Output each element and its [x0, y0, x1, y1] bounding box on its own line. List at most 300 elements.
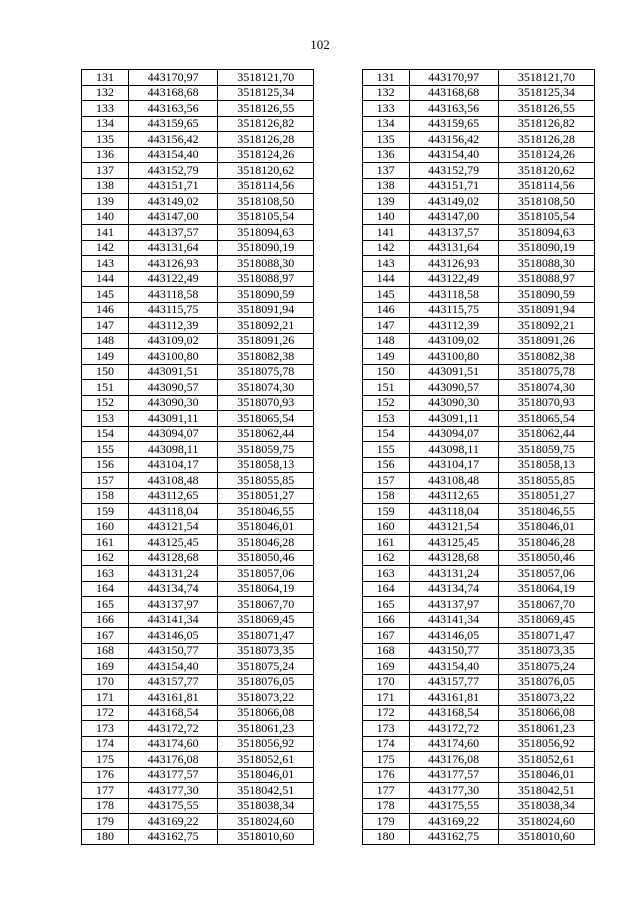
left-x-coordinate: 443090,30 — [129, 395, 218, 411]
right-y-coordinate: 3518057,06 — [498, 566, 594, 582]
column-gap — [314, 70, 362, 86]
left-point-number: 158 — [82, 488, 129, 504]
left-x-coordinate: 443151,71 — [129, 178, 218, 194]
right-x-coordinate: 443118,04 — [409, 504, 498, 520]
left-point-number: 159 — [82, 504, 129, 520]
left-point-number: 177 — [82, 783, 129, 799]
right-y-coordinate: 3518094,63 — [498, 225, 594, 241]
right-y-coordinate: 3518056,92 — [498, 736, 594, 752]
left-y-coordinate: 3518075,24 — [218, 659, 314, 675]
right-point-number: 172 — [362, 705, 409, 721]
right-point-number: 177 — [362, 783, 409, 799]
right-x-coordinate: 443157,77 — [409, 674, 498, 690]
right-point-number: 161 — [362, 535, 409, 551]
left-y-coordinate: 3518108,50 — [218, 194, 314, 210]
column-gap — [314, 519, 362, 535]
column-gap — [314, 814, 362, 830]
right-point-number: 163 — [362, 566, 409, 582]
right-x-coordinate: 443126,93 — [409, 256, 498, 272]
right-y-coordinate: 3518126,55 — [498, 101, 594, 117]
table-row — [82, 550, 595, 566]
column-gap — [314, 442, 362, 458]
left-x-coordinate: 443134,74 — [129, 581, 218, 597]
left-x-coordinate: 443131,64 — [129, 240, 218, 256]
right-y-coordinate: 3518055,85 — [498, 473, 594, 489]
right-y-coordinate: 3518065,54 — [498, 411, 594, 427]
left-x-coordinate: 443161,81 — [129, 690, 218, 706]
table-row — [82, 442, 595, 458]
table-row — [82, 132, 595, 148]
right-point-number: 159 — [362, 504, 409, 520]
left-x-coordinate: 443112,39 — [129, 318, 218, 334]
left-x-coordinate: 443177,30 — [129, 783, 218, 799]
left-x-coordinate: 443112,65 — [129, 488, 218, 504]
left-point-number: 137 — [82, 163, 129, 179]
left-point-number: 168 — [82, 643, 129, 659]
left-x-coordinate: 443121,54 — [129, 519, 218, 535]
right-y-coordinate: 3518124,26 — [498, 147, 594, 163]
right-x-coordinate: 443098,11 — [409, 442, 498, 458]
left-point-number: 157 — [82, 473, 129, 489]
right-x-coordinate: 443104,17 — [409, 457, 498, 473]
column-gap — [314, 271, 362, 287]
left-y-coordinate: 3518126,55 — [218, 101, 314, 117]
left-y-coordinate: 3518073,22 — [218, 690, 314, 706]
right-x-coordinate: 443168,68 — [409, 85, 498, 101]
right-y-coordinate: 3518046,01 — [498, 767, 594, 783]
right-point-number: 154 — [362, 426, 409, 442]
right-point-number: 135 — [362, 132, 409, 148]
right-point-number: 140 — [362, 209, 409, 225]
right-x-coordinate: 443128,68 — [409, 550, 498, 566]
right-point-number: 173 — [362, 721, 409, 737]
left-point-number: 140 — [82, 209, 129, 225]
right-x-coordinate: 443168,54 — [409, 705, 498, 721]
left-point-number: 136 — [82, 147, 129, 163]
right-y-coordinate: 3518076,05 — [498, 674, 594, 690]
right-y-coordinate: 3518061,23 — [498, 721, 594, 737]
right-x-coordinate: 443121,54 — [409, 519, 498, 535]
left-x-coordinate: 443091,11 — [129, 411, 218, 427]
left-y-coordinate: 3518066,08 — [218, 705, 314, 721]
left-point-number: 160 — [82, 519, 129, 535]
column-gap — [314, 395, 362, 411]
right-y-coordinate: 3518067,70 — [498, 597, 594, 613]
left-point-number: 173 — [82, 721, 129, 737]
left-y-coordinate: 3518010,60 — [218, 829, 314, 845]
left-point-number: 164 — [82, 581, 129, 597]
left-x-coordinate: 443131,24 — [129, 566, 218, 582]
table-row — [82, 674, 595, 690]
right-point-number: 160 — [362, 519, 409, 535]
left-x-coordinate: 443163,56 — [129, 101, 218, 117]
table-row — [82, 783, 595, 799]
table-row — [82, 814, 595, 830]
right-x-coordinate: 443125,45 — [409, 535, 498, 551]
left-x-coordinate: 443108,48 — [129, 473, 218, 489]
column-gap — [314, 597, 362, 613]
left-point-number: 146 — [82, 302, 129, 318]
left-point-number: 149 — [82, 349, 129, 365]
left-y-coordinate: 3518056,92 — [218, 736, 314, 752]
left-point-number: 166 — [82, 612, 129, 628]
left-point-number: 174 — [82, 736, 129, 752]
left-y-coordinate: 3518088,97 — [218, 271, 314, 287]
column-gap — [314, 798, 362, 814]
right-y-coordinate: 3518069,45 — [498, 612, 594, 628]
left-x-coordinate: 443154,40 — [129, 659, 218, 675]
right-x-coordinate: 443172,72 — [409, 721, 498, 737]
right-x-coordinate: 443149,02 — [409, 194, 498, 210]
left-x-coordinate: 443098,11 — [129, 442, 218, 458]
right-x-coordinate: 443163,56 — [409, 101, 498, 117]
right-x-coordinate: 443094,07 — [409, 426, 498, 442]
column-gap — [314, 705, 362, 721]
table-row — [82, 457, 595, 473]
right-y-coordinate: 3518042,51 — [498, 783, 594, 799]
right-y-coordinate: 3518024,60 — [498, 814, 594, 830]
left-x-coordinate: 443177,57 — [129, 767, 218, 783]
right-point-number: 156 — [362, 457, 409, 473]
left-point-number: 138 — [82, 178, 129, 194]
table-row — [82, 318, 595, 334]
table-row — [82, 426, 595, 442]
left-point-number: 171 — [82, 690, 129, 706]
table-row — [82, 302, 595, 318]
left-x-coordinate: 443118,04 — [129, 504, 218, 520]
right-x-coordinate: 443159,65 — [409, 116, 498, 132]
left-x-coordinate: 443152,79 — [129, 163, 218, 179]
coordinates-table-body — [82, 70, 595, 845]
table-row — [82, 612, 595, 628]
column-gap — [314, 178, 362, 194]
table-row — [82, 240, 595, 256]
right-y-coordinate: 3518073,22 — [498, 690, 594, 706]
left-y-coordinate: 3518124,26 — [218, 147, 314, 163]
left-y-coordinate: 3518055,85 — [218, 473, 314, 489]
right-x-coordinate: 443131,64 — [409, 240, 498, 256]
column-gap — [314, 411, 362, 427]
right-point-number: 152 — [362, 395, 409, 411]
left-y-coordinate: 3518125,34 — [218, 85, 314, 101]
column-gap — [314, 783, 362, 799]
left-point-number: 175 — [82, 752, 129, 768]
left-point-number: 147 — [82, 318, 129, 334]
table-row — [82, 85, 595, 101]
left-x-coordinate: 443168,54 — [129, 705, 218, 721]
right-y-coordinate: 3518121,70 — [498, 70, 594, 86]
page-number: 102 — [310, 37, 330, 52]
column-gap — [314, 85, 362, 101]
column-gap — [314, 147, 362, 163]
right-point-number: 179 — [362, 814, 409, 830]
table-row — [82, 566, 595, 582]
right-y-coordinate: 3518071,47 — [498, 628, 594, 644]
table-row — [82, 411, 595, 427]
coordinates-table — [81, 69, 595, 845]
right-point-number: 175 — [362, 752, 409, 768]
left-y-coordinate: 3518062,44 — [218, 426, 314, 442]
right-y-coordinate: 3518046,01 — [498, 519, 594, 535]
right-x-coordinate: 443137,57 — [409, 225, 498, 241]
right-point-number: 166 — [362, 612, 409, 628]
column-gap — [314, 380, 362, 396]
left-point-number: 153 — [82, 411, 129, 427]
right-point-number: 144 — [362, 271, 409, 287]
left-x-coordinate: 443176,08 — [129, 752, 218, 768]
table-row — [82, 333, 595, 349]
column-gap — [314, 457, 362, 473]
right-y-coordinate: 3518114,56 — [498, 178, 594, 194]
column-gap — [314, 643, 362, 659]
left-point-number: 161 — [82, 535, 129, 551]
left-y-coordinate: 3518076,05 — [218, 674, 314, 690]
right-point-number: 165 — [362, 597, 409, 613]
left-y-coordinate: 3518038,34 — [218, 798, 314, 814]
left-point-number: 156 — [82, 457, 129, 473]
left-x-coordinate: 443159,65 — [129, 116, 218, 132]
column-gap — [314, 209, 362, 225]
right-y-coordinate: 3518105,54 — [498, 209, 594, 225]
left-x-coordinate: 443100,80 — [129, 349, 218, 365]
right-point-number: 143 — [362, 256, 409, 272]
right-point-number: 132 — [362, 85, 409, 101]
right-y-coordinate: 3518052,61 — [498, 752, 594, 768]
right-y-coordinate: 3518082,38 — [498, 349, 594, 365]
right-point-number: 138 — [362, 178, 409, 194]
right-x-coordinate: 443161,81 — [409, 690, 498, 706]
right-x-coordinate: 443170,97 — [409, 70, 498, 86]
column-gap — [314, 767, 362, 783]
left-y-coordinate: 3518088,30 — [218, 256, 314, 272]
left-point-number: 142 — [82, 240, 129, 256]
table-row — [82, 349, 595, 365]
table-row — [82, 829, 595, 845]
column-gap — [314, 318, 362, 334]
right-x-coordinate: 443091,51 — [409, 364, 498, 380]
right-x-coordinate: 443169,22 — [409, 814, 498, 830]
right-point-number: 134 — [362, 116, 409, 132]
table-row — [82, 643, 595, 659]
left-x-coordinate: 443162,75 — [129, 829, 218, 845]
right-y-coordinate: 3518088,97 — [498, 271, 594, 287]
right-y-coordinate: 3518038,34 — [498, 798, 594, 814]
column-gap — [314, 504, 362, 520]
left-y-coordinate: 3518059,75 — [218, 442, 314, 458]
left-y-coordinate: 3518067,70 — [218, 597, 314, 613]
left-y-coordinate: 3518071,47 — [218, 628, 314, 644]
table-row — [82, 488, 595, 504]
right-point-number: 141 — [362, 225, 409, 241]
right-point-number: 151 — [362, 380, 409, 396]
left-x-coordinate: 443170,97 — [129, 70, 218, 86]
left-y-coordinate: 3518058,13 — [218, 457, 314, 473]
right-x-coordinate: 443176,08 — [409, 752, 498, 768]
left-x-coordinate: 443137,57 — [129, 225, 218, 241]
table-row — [82, 597, 595, 613]
left-y-coordinate: 3518073,35 — [218, 643, 314, 659]
table-row — [82, 767, 595, 783]
right-y-coordinate: 3518088,30 — [498, 256, 594, 272]
left-x-coordinate: 443149,02 — [129, 194, 218, 210]
left-x-coordinate: 443168,68 — [129, 85, 218, 101]
left-y-coordinate: 3518052,61 — [218, 752, 314, 768]
table-row — [82, 163, 595, 179]
right-point-number: 142 — [362, 240, 409, 256]
right-point-number: 178 — [362, 798, 409, 814]
left-point-number: 139 — [82, 194, 129, 210]
right-x-coordinate: 443134,74 — [409, 581, 498, 597]
right-point-number: 139 — [362, 194, 409, 210]
left-y-coordinate: 3518105,54 — [218, 209, 314, 225]
right-y-coordinate: 3518075,24 — [498, 659, 594, 675]
left-y-coordinate: 3518065,54 — [218, 411, 314, 427]
left-x-coordinate: 443094,07 — [129, 426, 218, 442]
table-row — [82, 535, 595, 551]
left-x-coordinate: 443125,45 — [129, 535, 218, 551]
right-x-coordinate: 443162,75 — [409, 829, 498, 845]
column-gap — [314, 364, 362, 380]
column-gap — [314, 163, 362, 179]
right-x-coordinate: 443154,40 — [409, 659, 498, 675]
left-point-number: 134 — [82, 116, 129, 132]
right-y-coordinate: 3518050,46 — [498, 550, 594, 566]
table-row — [82, 690, 595, 706]
column-gap — [314, 116, 362, 132]
left-y-coordinate: 3518046,01 — [218, 519, 314, 535]
right-x-coordinate: 443152,79 — [409, 163, 498, 179]
column-gap — [314, 349, 362, 365]
right-y-coordinate: 3518046,28 — [498, 535, 594, 551]
right-point-number: 180 — [362, 829, 409, 845]
right-x-coordinate: 443112,39 — [409, 318, 498, 334]
left-y-coordinate: 3518126,82 — [218, 116, 314, 132]
right-point-number: 158 — [362, 488, 409, 504]
column-gap — [314, 659, 362, 675]
left-y-coordinate: 3518042,51 — [218, 783, 314, 799]
table-row — [82, 519, 595, 535]
right-point-number: 137 — [362, 163, 409, 179]
left-y-coordinate: 3518069,45 — [218, 612, 314, 628]
right-x-coordinate: 443146,05 — [409, 628, 498, 644]
left-y-coordinate: 3518050,46 — [218, 550, 314, 566]
table-row — [82, 194, 595, 210]
left-point-number: 131 — [82, 70, 129, 86]
right-y-coordinate: 3518073,35 — [498, 643, 594, 659]
left-y-coordinate: 3518024,60 — [218, 814, 314, 830]
right-point-number: 148 — [362, 333, 409, 349]
table-row — [82, 380, 595, 396]
left-x-coordinate: 443172,72 — [129, 721, 218, 737]
left-point-number: 162 — [82, 550, 129, 566]
left-y-coordinate: 3518051,27 — [218, 488, 314, 504]
right-y-coordinate: 3518092,21 — [498, 318, 594, 334]
table-row — [82, 271, 595, 287]
column-gap — [314, 550, 362, 566]
right-x-coordinate: 443177,57 — [409, 767, 498, 783]
right-x-coordinate: 443141,34 — [409, 612, 498, 628]
right-point-number: 171 — [362, 690, 409, 706]
column-gap — [314, 426, 362, 442]
column-gap — [314, 488, 362, 504]
right-y-coordinate: 3518059,75 — [498, 442, 594, 458]
right-x-coordinate: 443137,97 — [409, 597, 498, 613]
left-y-coordinate: 3518057,06 — [218, 566, 314, 582]
left-point-number: 145 — [82, 287, 129, 303]
column-gap — [314, 333, 362, 349]
column-gap — [314, 256, 362, 272]
left-y-coordinate: 3518046,55 — [218, 504, 314, 520]
right-y-coordinate: 3518120,62 — [498, 163, 594, 179]
left-x-coordinate: 443091,51 — [129, 364, 218, 380]
right-y-coordinate: 3518051,27 — [498, 488, 594, 504]
right-point-number: 176 — [362, 767, 409, 783]
right-x-coordinate: 443090,30 — [409, 395, 498, 411]
table-row — [82, 287, 595, 303]
right-y-coordinate: 3518090,59 — [498, 287, 594, 303]
right-x-coordinate: 443151,71 — [409, 178, 498, 194]
right-y-coordinate: 3518058,13 — [498, 457, 594, 473]
right-point-number: 147 — [362, 318, 409, 334]
left-point-number: 150 — [82, 364, 129, 380]
left-y-coordinate: 3518064,19 — [218, 581, 314, 597]
table-row — [82, 752, 595, 768]
left-y-coordinate: 3518090,59 — [218, 287, 314, 303]
column-gap — [314, 566, 362, 582]
right-point-number: 145 — [362, 287, 409, 303]
right-x-coordinate: 443177,30 — [409, 783, 498, 799]
left-y-coordinate: 3518082,38 — [218, 349, 314, 365]
right-y-coordinate: 3518074,30 — [498, 380, 594, 396]
right-y-coordinate: 3518046,55 — [498, 504, 594, 520]
right-point-number: 157 — [362, 473, 409, 489]
right-x-coordinate: 443108,48 — [409, 473, 498, 489]
right-x-coordinate: 443118,58 — [409, 287, 498, 303]
right-point-number: 174 — [362, 736, 409, 752]
right-y-coordinate: 3518126,82 — [498, 116, 594, 132]
right-x-coordinate: 443115,75 — [409, 302, 498, 318]
right-point-number: 164 — [362, 581, 409, 597]
left-y-coordinate: 3518091,94 — [218, 302, 314, 318]
left-x-coordinate: 443174,60 — [129, 736, 218, 752]
left-x-coordinate: 443146,05 — [129, 628, 218, 644]
column-gap — [314, 612, 362, 628]
left-point-number: 133 — [82, 101, 129, 117]
right-x-coordinate: 443091,11 — [409, 411, 498, 427]
column-gap — [314, 674, 362, 690]
table-row — [82, 705, 595, 721]
right-x-coordinate: 443122,49 — [409, 271, 498, 287]
left-point-number: 154 — [82, 426, 129, 442]
left-point-number: 143 — [82, 256, 129, 272]
column-gap — [314, 240, 362, 256]
left-x-coordinate: 443150,77 — [129, 643, 218, 659]
right-point-number: 131 — [362, 70, 409, 86]
right-x-coordinate: 443154,40 — [409, 147, 498, 163]
right-point-number: 155 — [362, 442, 409, 458]
right-y-coordinate: 3518066,08 — [498, 705, 594, 721]
left-y-coordinate: 3518061,23 — [218, 721, 314, 737]
table-row — [82, 209, 595, 225]
left-point-number: 163 — [82, 566, 129, 582]
column-gap — [314, 721, 362, 737]
left-x-coordinate: 443109,02 — [129, 333, 218, 349]
left-point-number: 152 — [82, 395, 129, 411]
table-row — [82, 70, 595, 86]
right-point-number: 133 — [362, 101, 409, 117]
left-point-number: 144 — [82, 271, 129, 287]
column-gap — [314, 132, 362, 148]
